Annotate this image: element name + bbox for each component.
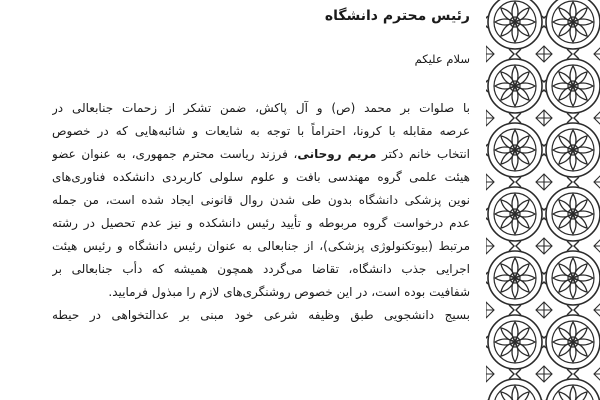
decorative-pattern-border [486, 0, 600, 400]
body-line: عدم درخواست گروه مربوطه و تأیید رئیس دانشکده و نیز عدم تحصیل در رشته [52, 216, 470, 230]
letter-text-area [52, 0, 470, 400]
body-line: با صلوات بر محمد (ص) و آل پاکش، ضمن تشکر از زحمات جنابعالی در [52, 101, 470, 115]
body-line: بسیج دانشجویی طبق وظیفه شرعی خود مبنی بر عدالتخواهی در حیطه [52, 308, 470, 322]
body-line: اجرایی جذب دانشگاه، تقاضا می‌گردد همچون همیشه که دأب جنابعالی بر [52, 262, 470, 276]
islamic-tile-pattern-icon [486, 0, 600, 400]
body-line: عرصه مقابله با کرونا، احتراماً با توجه به شایعات و شائبه‌هایی که در خصوص [52, 124, 470, 138]
letter-title: رئیس محترم دانشگاه [324, 8, 470, 24]
body-line: مرتبط (بیوتکنولوژی پزشکی)، از جنابعالی به عنوان رئیس دانشگاه و رئیس هیئت [52, 239, 470, 253]
body-line: انتخاب خانم دکتر مریم روحانی، فرزند ریاست محترم جمهوری، به عنوان عضو [52, 147, 470, 161]
letter-body [52, 97, 470, 327]
body-line: هیئت علمی گروه مهندسی بافت و علوم سلولی کاربردی دانشکده فناوری‌های [52, 170, 470, 184]
highlighted-name: مریم روحانی [297, 147, 377, 161]
body-line: شفافیت بوده است، در این خصوص روشنگری‌های لازم را مبذول فرمایید. [108, 285, 470, 299]
body-line: نوین پزشکی دانشگاه بدون طی شدن روال قانونی ایجاد شده است، من جمله [52, 193, 470, 207]
greeting: سلام علیکم [414, 52, 470, 66]
